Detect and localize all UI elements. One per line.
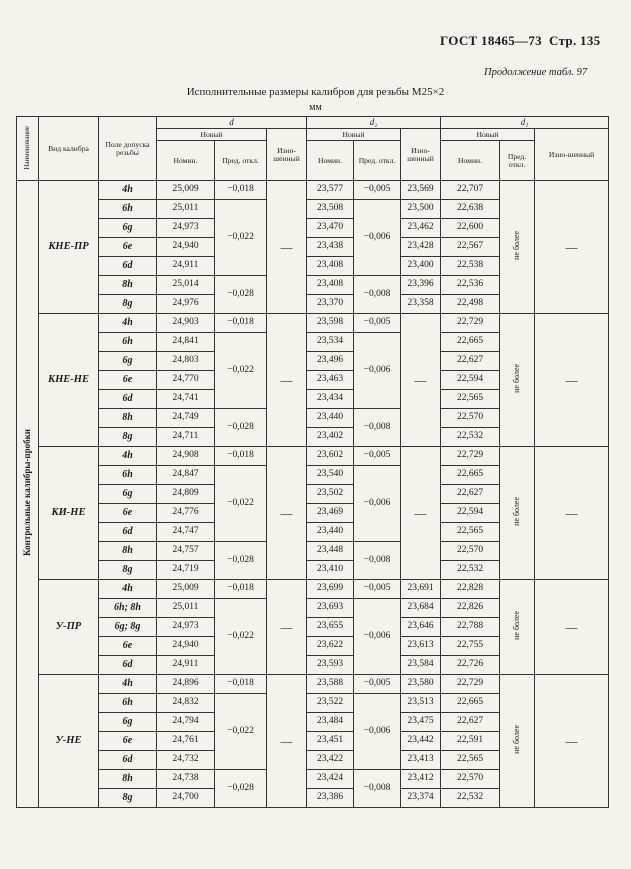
d-nominal: 24,738 bbox=[157, 770, 215, 789]
d2-nominal: 23,386 bbox=[307, 789, 354, 808]
d2-nominal: 23,438 bbox=[307, 238, 354, 257]
d-deviation: −0,022 bbox=[215, 333, 267, 409]
d1-nominal: 22,665 bbox=[441, 466, 500, 485]
d1-nominal: 22,532 bbox=[441, 428, 500, 447]
d1-nominal: 22,570 bbox=[441, 409, 500, 428]
d1-nominal: 22,565 bbox=[441, 390, 500, 409]
d2-nominal: 23,440 bbox=[307, 523, 354, 542]
d1-deviation bbox=[500, 314, 535, 447]
header-d: d bbox=[157, 117, 307, 129]
table-row bbox=[17, 675, 609, 694]
d-nominal: 25,014 bbox=[157, 276, 215, 295]
table-row bbox=[17, 314, 609, 333]
d-nominal: 24,761 bbox=[157, 732, 215, 751]
tolerance-field: 6h bbox=[99, 200, 157, 219]
header-d-new: Новый bbox=[157, 129, 267, 141]
continuation-note: Продолжение табл. 97 bbox=[484, 67, 588, 78]
header-d1-dev: Пред. откл. bbox=[500, 141, 535, 181]
ne-bolee-label: не более bbox=[511, 724, 521, 754]
d-nominal: 24,911 bbox=[157, 257, 215, 276]
d2-nominal: 23,484 bbox=[307, 713, 354, 732]
ne-bolee-label: не более bbox=[511, 496, 521, 526]
d-nominal: 24,908 bbox=[157, 447, 215, 466]
gauge-kind: У-НЕ bbox=[39, 675, 99, 808]
tolerance-field: 6h bbox=[99, 333, 157, 352]
tolerance-field: 4h bbox=[99, 447, 157, 466]
d2-nominal: 23,502 bbox=[307, 485, 354, 504]
d1-worn: — bbox=[535, 181, 609, 314]
page-number: Стр. 135 bbox=[549, 33, 601, 48]
d1-nominal: 22,788 bbox=[441, 618, 500, 637]
d-nominal: 24,896 bbox=[157, 675, 215, 694]
d-nominal: 24,832 bbox=[157, 694, 215, 713]
d-nominal: 24,976 bbox=[157, 295, 215, 314]
d2-nominal: 23,410 bbox=[307, 561, 354, 580]
standard-number: ГОСТ 18465—73 bbox=[440, 33, 542, 48]
tolerance-field: 6e bbox=[99, 637, 157, 656]
d2-deviation: −0,008 bbox=[354, 542, 401, 580]
tolerance-field: 6d bbox=[99, 257, 157, 276]
d1-nominal: 22,826 bbox=[441, 599, 500, 618]
d2-nominal: 23,540 bbox=[307, 466, 354, 485]
header-d2-new: Новый bbox=[307, 129, 401, 141]
d1-nominal: 22,729 bbox=[441, 314, 500, 333]
header-d-worn: Изно-шенный bbox=[267, 129, 307, 181]
d-nominal: 24,794 bbox=[157, 713, 215, 732]
d1-nominal: 22,498 bbox=[441, 295, 500, 314]
d-nominal: 24,940 bbox=[157, 238, 215, 257]
header-d-nom: Номин. bbox=[157, 141, 215, 181]
d2-deviation: −0,005 bbox=[354, 675, 401, 694]
tolerance-field: 6h bbox=[99, 466, 157, 485]
header-d2-worn: Изно-шенный bbox=[401, 129, 441, 181]
d-nominal: 24,973 bbox=[157, 219, 215, 238]
tolerance-field: 6e bbox=[99, 371, 157, 390]
d-nominal: 25,009 bbox=[157, 580, 215, 599]
gauge-kind: КНЕ-ПР bbox=[39, 181, 99, 314]
d2-worn: 23,374 bbox=[401, 789, 441, 808]
header-kind: Вид калибра bbox=[39, 117, 99, 181]
d2-nominal: 23,370 bbox=[307, 295, 354, 314]
d1-worn: — bbox=[535, 675, 609, 808]
d-deviation: −0,018 bbox=[215, 314, 267, 333]
d1-nominal: 22,538 bbox=[441, 257, 500, 276]
d-nominal: 24,841 bbox=[157, 333, 215, 352]
d1-nominal: 22,591 bbox=[441, 732, 500, 751]
d2-nominal: 23,408 bbox=[307, 276, 354, 295]
header-d1-new: Новый bbox=[441, 129, 535, 141]
d2-nominal: 23,469 bbox=[307, 504, 354, 523]
d1-deviation bbox=[500, 181, 535, 314]
d1-nominal: 22,594 bbox=[441, 504, 500, 523]
d-nominal: 24,776 bbox=[157, 504, 215, 523]
d1-nominal: 22,707 bbox=[441, 181, 500, 200]
header-name: Наименование bbox=[17, 117, 39, 181]
d2-worn: 23,412 bbox=[401, 770, 441, 789]
d2-worn: 23,442 bbox=[401, 732, 441, 751]
table-row bbox=[17, 580, 609, 599]
d2-nominal: 23,522 bbox=[307, 694, 354, 713]
d1-nominal: 22,729 bbox=[441, 447, 500, 466]
d-worn: — bbox=[267, 314, 307, 447]
d2-nominal: 23,434 bbox=[307, 390, 354, 409]
d2-nominal: 23,534 bbox=[307, 333, 354, 352]
d2-deviation: −0,008 bbox=[354, 770, 401, 808]
gauge-kind: КНЕ-НЕ bbox=[39, 314, 99, 447]
d2-worn: — bbox=[401, 314, 441, 447]
d2-nominal: 23,451 bbox=[307, 732, 354, 751]
d-nominal: 24,770 bbox=[157, 371, 215, 390]
tolerance-field: 6e bbox=[99, 504, 157, 523]
d2-worn: 23,646 bbox=[401, 618, 441, 637]
d2-nominal: 23,577 bbox=[307, 181, 354, 200]
d2-nominal: 23,602 bbox=[307, 447, 354, 466]
tolerance-field: 6e bbox=[99, 732, 157, 751]
page-header bbox=[440, 33, 600, 49]
tolerance-field: 8h bbox=[99, 542, 157, 561]
d-nominal: 25,011 bbox=[157, 599, 215, 618]
d2-worn: — bbox=[401, 447, 441, 580]
d1-nominal: 22,755 bbox=[441, 637, 500, 656]
d2-worn: 23,462 bbox=[401, 219, 441, 238]
tolerance-field: 6d bbox=[99, 523, 157, 542]
tolerance-field: 4h bbox=[99, 181, 157, 200]
gauge-dimensions-table bbox=[16, 116, 609, 808]
d2-nominal: 23,508 bbox=[307, 200, 354, 219]
d2-worn: 23,396 bbox=[401, 276, 441, 295]
d-deviation: −0,022 bbox=[215, 599, 267, 675]
d-deviation: −0,018 bbox=[215, 447, 267, 466]
d1-nominal: 22,600 bbox=[441, 219, 500, 238]
tolerance-field: 6g bbox=[99, 485, 157, 504]
d-nominal: 24,809 bbox=[157, 485, 215, 504]
d2-worn: 23,569 bbox=[401, 181, 441, 200]
tolerance-field: 8g bbox=[99, 295, 157, 314]
d2-nominal: 23,448 bbox=[307, 542, 354, 561]
d2-deviation: −0,005 bbox=[354, 580, 401, 599]
d-nominal: 24,803 bbox=[157, 352, 215, 371]
d2-worn: 23,613 bbox=[401, 637, 441, 656]
tolerance-field: 8h bbox=[99, 770, 157, 789]
d-nominal: 24,700 bbox=[157, 789, 215, 808]
d1-nominal: 22,532 bbox=[441, 561, 500, 580]
d2-nominal: 23,470 bbox=[307, 219, 354, 238]
ne-bolee-label: не более bbox=[511, 363, 521, 393]
tolerance-field: 6g bbox=[99, 219, 157, 238]
d-nominal: 25,011 bbox=[157, 200, 215, 219]
d2-nominal: 23,593 bbox=[307, 656, 354, 675]
d-nominal: 25,009 bbox=[157, 181, 215, 200]
d-deviation: −0,022 bbox=[215, 694, 267, 770]
d1-nominal: 22,532 bbox=[441, 789, 500, 808]
header-d2-nom: Номин. bbox=[307, 141, 354, 181]
d-worn: — bbox=[267, 181, 307, 314]
d-deviation: −0,018 bbox=[215, 580, 267, 599]
d1-deviation bbox=[500, 447, 535, 580]
tolerance-field: 8g bbox=[99, 561, 157, 580]
d-deviation: −0,028 bbox=[215, 770, 267, 808]
header-d2: d₂ bbox=[307, 117, 441, 129]
d2-deviation: −0,006 bbox=[354, 200, 401, 276]
d1-nominal: 22,726 bbox=[441, 656, 500, 675]
d-deviation: −0,028 bbox=[215, 276, 267, 314]
table-unit: мм bbox=[309, 102, 322, 113]
d-deviation: −0,022 bbox=[215, 200, 267, 276]
group-label-cell bbox=[17, 181, 39, 808]
d2-nominal: 23,496 bbox=[307, 352, 354, 371]
d2-worn: 23,584 bbox=[401, 656, 441, 675]
d-nominal: 24,847 bbox=[157, 466, 215, 485]
d1-nominal: 22,665 bbox=[441, 694, 500, 713]
d-nominal: 24,749 bbox=[157, 409, 215, 428]
header-d2-dev: Пред. откл. bbox=[354, 141, 401, 181]
tolerance-field: 6d bbox=[99, 390, 157, 409]
d1-nominal: 22,638 bbox=[441, 200, 500, 219]
d2-deviation: −0,008 bbox=[354, 409, 401, 447]
d1-worn: — bbox=[535, 447, 609, 580]
d2-nominal: 23,422 bbox=[307, 751, 354, 770]
d-nominal: 24,911 bbox=[157, 656, 215, 675]
gauge-kind: КИ-НЕ bbox=[39, 447, 99, 580]
tolerance-field: 6d bbox=[99, 751, 157, 770]
d2-worn: 23,475 bbox=[401, 713, 441, 732]
d1-nominal: 22,570 bbox=[441, 770, 500, 789]
table-body bbox=[17, 181, 609, 808]
d1-nominal: 22,565 bbox=[441, 523, 500, 542]
d-nominal: 24,940 bbox=[157, 637, 215, 656]
d2-worn: 23,413 bbox=[401, 751, 441, 770]
d2-worn: 23,513 bbox=[401, 694, 441, 713]
d-worn: — bbox=[267, 447, 307, 580]
d1-deviation bbox=[500, 580, 535, 675]
tolerance-field: 6g bbox=[99, 713, 157, 732]
d2-deviation: −0,006 bbox=[354, 466, 401, 542]
d2-nominal: 23,463 bbox=[307, 371, 354, 390]
d1-nominal: 22,567 bbox=[441, 238, 500, 257]
d-nominal: 24,747 bbox=[157, 523, 215, 542]
d-nominal: 24,903 bbox=[157, 314, 215, 333]
d2-nominal: 23,699 bbox=[307, 580, 354, 599]
d2-deviation: −0,008 bbox=[354, 276, 401, 314]
ne-bolee-label: не более bbox=[511, 230, 521, 260]
d2-nominal: 23,693 bbox=[307, 599, 354, 618]
d1-worn: — bbox=[535, 314, 609, 447]
tolerance-field: 8g bbox=[99, 789, 157, 808]
header-tolerance-field: Поле допуска резьбы bbox=[99, 117, 157, 181]
d-nominal: 24,741 bbox=[157, 390, 215, 409]
d2-worn: 23,684 bbox=[401, 599, 441, 618]
d1-nominal: 22,627 bbox=[441, 485, 500, 504]
tolerance-field: 8h bbox=[99, 276, 157, 295]
d2-nominal: 23,588 bbox=[307, 675, 354, 694]
tolerance-field: 6g bbox=[99, 352, 157, 371]
table-row bbox=[17, 447, 609, 466]
d2-nominal: 23,655 bbox=[307, 618, 354, 637]
tolerance-field: 8h bbox=[99, 409, 157, 428]
d2-nominal: 23,622 bbox=[307, 637, 354, 656]
d-deviation: −0,022 bbox=[215, 466, 267, 542]
d1-nominal: 22,627 bbox=[441, 352, 500, 371]
tolerance-field: 6g; 8g bbox=[99, 618, 157, 637]
header-d1: d₁ bbox=[441, 117, 609, 129]
d2-deviation: −0,006 bbox=[354, 599, 401, 675]
d2-deviation: −0,006 bbox=[354, 694, 401, 770]
header-d1-worn: Изно-шенный bbox=[535, 129, 609, 181]
d2-worn: 23,580 bbox=[401, 675, 441, 694]
gauge-kind: У-ПР bbox=[39, 580, 99, 675]
d1-nominal: 22,729 bbox=[441, 675, 500, 694]
d-nominal: 24,711 bbox=[157, 428, 215, 447]
d1-nominal: 22,627 bbox=[441, 713, 500, 732]
d2-deviation: −0,005 bbox=[354, 447, 401, 466]
d2-nominal: 23,440 bbox=[307, 409, 354, 428]
d-worn: — bbox=[267, 675, 307, 808]
d1-nominal: 22,536 bbox=[441, 276, 500, 295]
d1-nominal: 22,828 bbox=[441, 580, 500, 599]
d1-deviation bbox=[500, 675, 535, 808]
d-deviation: −0,028 bbox=[215, 409, 267, 447]
d-worn: — bbox=[267, 580, 307, 675]
ne-bolee-label: не более bbox=[511, 610, 521, 640]
group-label: Контрольные калибры-пробки bbox=[21, 428, 32, 556]
d2-worn: 23,428 bbox=[401, 238, 441, 257]
d1-nominal: 22,665 bbox=[441, 333, 500, 352]
d2-worn: 23,358 bbox=[401, 295, 441, 314]
d2-worn: 23,400 bbox=[401, 257, 441, 276]
d1-nominal: 22,594 bbox=[441, 371, 500, 390]
d1-nominal: 22,565 bbox=[441, 751, 500, 770]
tolerance-field: 4h bbox=[99, 675, 157, 694]
d-deviation: −0,018 bbox=[215, 675, 267, 694]
d2-nominal: 23,424 bbox=[307, 770, 354, 789]
d-nominal: 24,757 bbox=[157, 542, 215, 561]
tolerance-field: 4h bbox=[99, 580, 157, 599]
d-deviation: −0,028 bbox=[215, 542, 267, 580]
tolerance-field: 6e bbox=[99, 238, 157, 257]
table-row bbox=[17, 181, 609, 200]
d2-nominal: 23,598 bbox=[307, 314, 354, 333]
header-d-dev: Пред. откл. bbox=[215, 141, 267, 181]
tolerance-field: 6d bbox=[99, 656, 157, 675]
d2-nominal: 23,402 bbox=[307, 428, 354, 447]
d2-deviation: −0,006 bbox=[354, 333, 401, 409]
header-d1-nom: Номин. bbox=[441, 141, 500, 181]
tolerance-field: 6h bbox=[99, 694, 157, 713]
d1-nominal: 22,570 bbox=[441, 542, 500, 561]
table-title: Исполнительные размеры калибров для резьбы М25×2 bbox=[186, 86, 445, 98]
d-nominal: 24,732 bbox=[157, 751, 215, 770]
tolerance-field: 6h; 8h bbox=[99, 599, 157, 618]
d-nominal: 24,719 bbox=[157, 561, 215, 580]
d2-worn: 23,500 bbox=[401, 200, 441, 219]
tolerance-field: 8g bbox=[99, 428, 157, 447]
d2-nominal: 23,408 bbox=[307, 257, 354, 276]
d2-deviation: −0,005 bbox=[354, 314, 401, 333]
tolerance-field: 4h bbox=[99, 314, 157, 333]
d2-worn: 23,691 bbox=[401, 580, 441, 599]
d2-deviation: −0,005 bbox=[354, 181, 401, 200]
d-nominal: 24,973 bbox=[157, 618, 215, 637]
d-deviation: −0,018 bbox=[215, 181, 267, 200]
d1-worn: — bbox=[535, 580, 609, 675]
